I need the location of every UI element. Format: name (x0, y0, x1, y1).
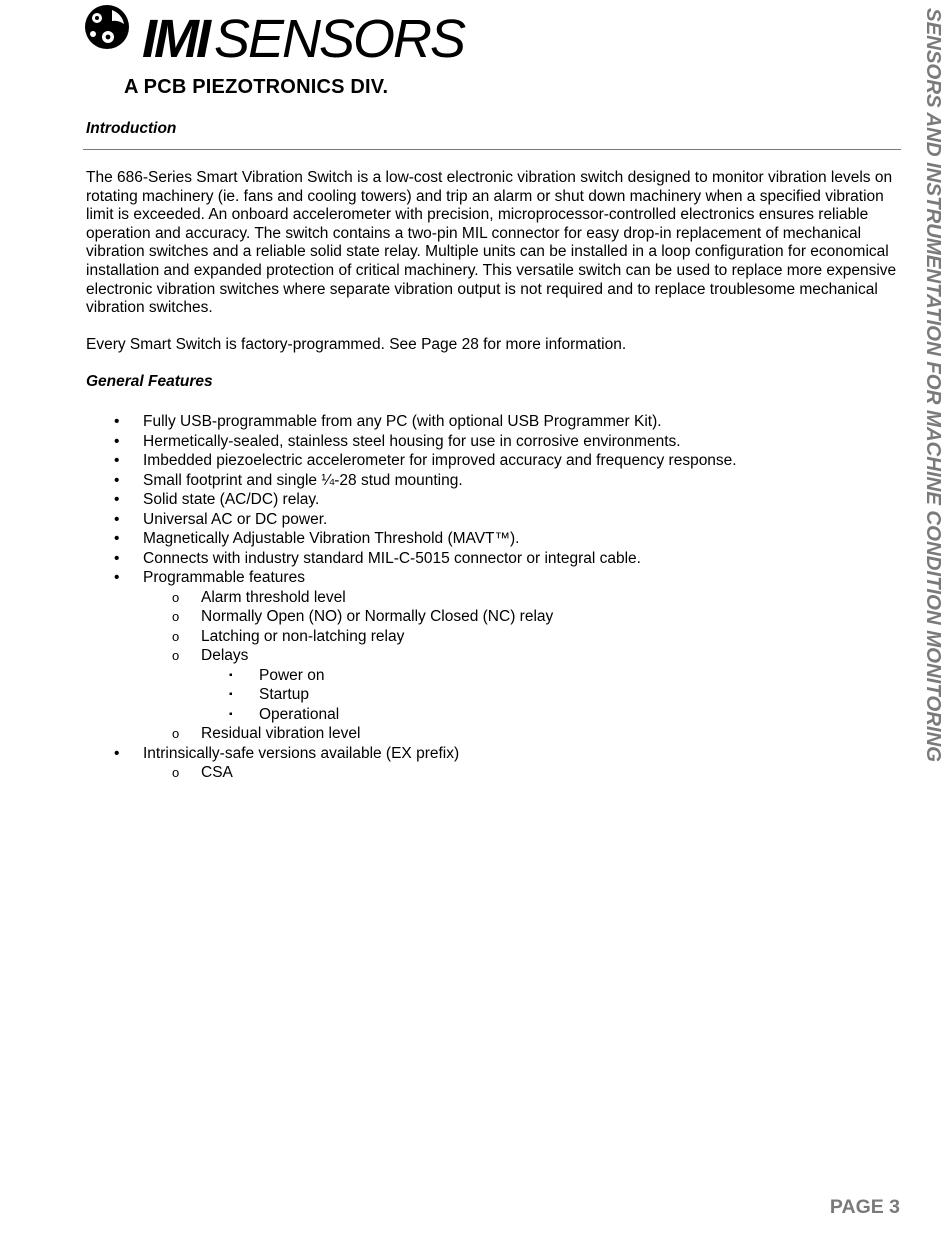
feature-text: Normally Open (NO) or Normally Closed (NC) relay (201, 608, 554, 625)
bullet-marker: • (114, 471, 120, 489)
circle-marker: o (172, 589, 180, 605)
bullet-marker: • (114, 510, 120, 528)
imi-sensors-logo (84, 2, 464, 102)
feature-text: Connects with industry standard MIL-C-5015 connector or integral cable. (143, 549, 641, 567)
bullet-marker: • (114, 569, 120, 586)
circle-marker: o (172, 609, 180, 624)
brand-sensors: SENSORS (214, 9, 465, 69)
feature-text: Alarm threshold level (201, 588, 346, 606)
feature-text: Hermetically-sealed, stainless steel housing for use in corrosive environments. (143, 432, 681, 450)
factory-programmed-note: Every Smart Switch is factory-programmed. See Page 28 for more information. (86, 336, 627, 353)
introduction-heading: Introduction (86, 120, 177, 137)
list-item (86, 666, 886, 686)
feature-text: Startup (259, 686, 309, 703)
square-marker: ▪ (229, 708, 233, 720)
feature-text: Residual vibration level (201, 725, 361, 742)
list-item (86, 685, 886, 705)
list-item (86, 724, 886, 744)
feature-text: Delays (201, 647, 249, 664)
list-item (86, 744, 886, 764)
circle-marker: o (172, 628, 180, 644)
circle-marker: o (172, 648, 180, 663)
brand-tagline: A PCB PIEZOTRONICS DIV. (124, 76, 389, 98)
feature-text: Small footprint and single ¼-28 stud mounting. (143, 471, 463, 489)
list-item (86, 763, 886, 783)
feature-text: Imbedded piezoelectric accelerometer for improved accuracy and frequency response. (143, 452, 737, 469)
feature-text: Universal AC or DC power. (143, 510, 328, 528)
bullet-marker: • (114, 491, 120, 508)
feature-text: Solid state (AC/DC) relay. (143, 491, 320, 508)
list-item (86, 588, 886, 608)
introduction-paragraph: The 686-Series Smart Vibration Switch is a low-cost electronic vibration switch designed to monitor vibration levels on rotating machinery (ie. fans and cooling towers) and trip an alarm or shut down machinery when a specified vibration limit is exceeded. An onboard accelerometer with precision, microprocessor-controlled electronics ensures reliable operation and accuracy. The switch contains a two-pin MIL connector for easy drop-in replacement of mechanical vibration switches and a reliable solid state relay. Multiple units can be installed in a loop configuration for economical installation and expanded protection of critical machinery. This versatile switch can be used to replace more expensive electronic vibration switches where separate vibration output is not required and to replace troublesome mechanical vibration switches. (86, 169, 897, 317)
brand-wordmark (142, 2, 464, 76)
globe-logo-icon (84, 4, 130, 50)
feature-text: Magnetically Adjustable Vibration Threshold (MAVT™). (143, 530, 520, 547)
circle-marker: o (172, 726, 180, 741)
list-item (86, 529, 886, 549)
header-divider (83, 149, 901, 150)
feature-text: CSA (201, 764, 233, 781)
feature-text: Programmable features (143, 569, 305, 586)
features-list (86, 412, 886, 783)
list-item (86, 490, 886, 510)
bullet-marker: • (114, 452, 120, 469)
list-item (86, 451, 886, 471)
list-item (86, 607, 886, 627)
list-item (86, 568, 886, 588)
list-item (86, 646, 886, 666)
list-item (86, 432, 886, 452)
square-marker: ▪ (229, 669, 233, 681)
feature-text: Latching or non-latching relay (201, 627, 405, 645)
bullet-marker: • (114, 549, 120, 567)
general-features-heading: General Features (86, 373, 213, 390)
list-item (86, 412, 886, 432)
vertical-side-title: SENSORS AND INSTRUMENTATION FOR MACHINE CONDITION MONITORING (922, 8, 945, 763)
feature-text: Fully USB-programmable from any PC (with optional USB Programmer Kit). (143, 413, 662, 430)
list-item (86, 471, 886, 491)
list-item (86, 627, 886, 647)
bullet-marker: • (114, 413, 120, 430)
list-item (86, 510, 886, 530)
list-item (86, 705, 886, 725)
square-marker: ▪ (229, 689, 233, 700)
feature-text: Intrinsically-safe versions available (EX prefix) (143, 744, 460, 762)
bullet-marker: • (114, 432, 120, 450)
bullet-marker: • (114, 744, 120, 762)
brand-imi: IMI (142, 9, 208, 69)
page-number: PAGE 3 (829, 1196, 900, 1218)
circle-marker: o (172, 765, 180, 780)
feature-text: Operational (259, 705, 340, 723)
bullet-marker: • (114, 530, 120, 547)
feature-text: Power on (259, 666, 325, 684)
list-item (86, 549, 886, 569)
